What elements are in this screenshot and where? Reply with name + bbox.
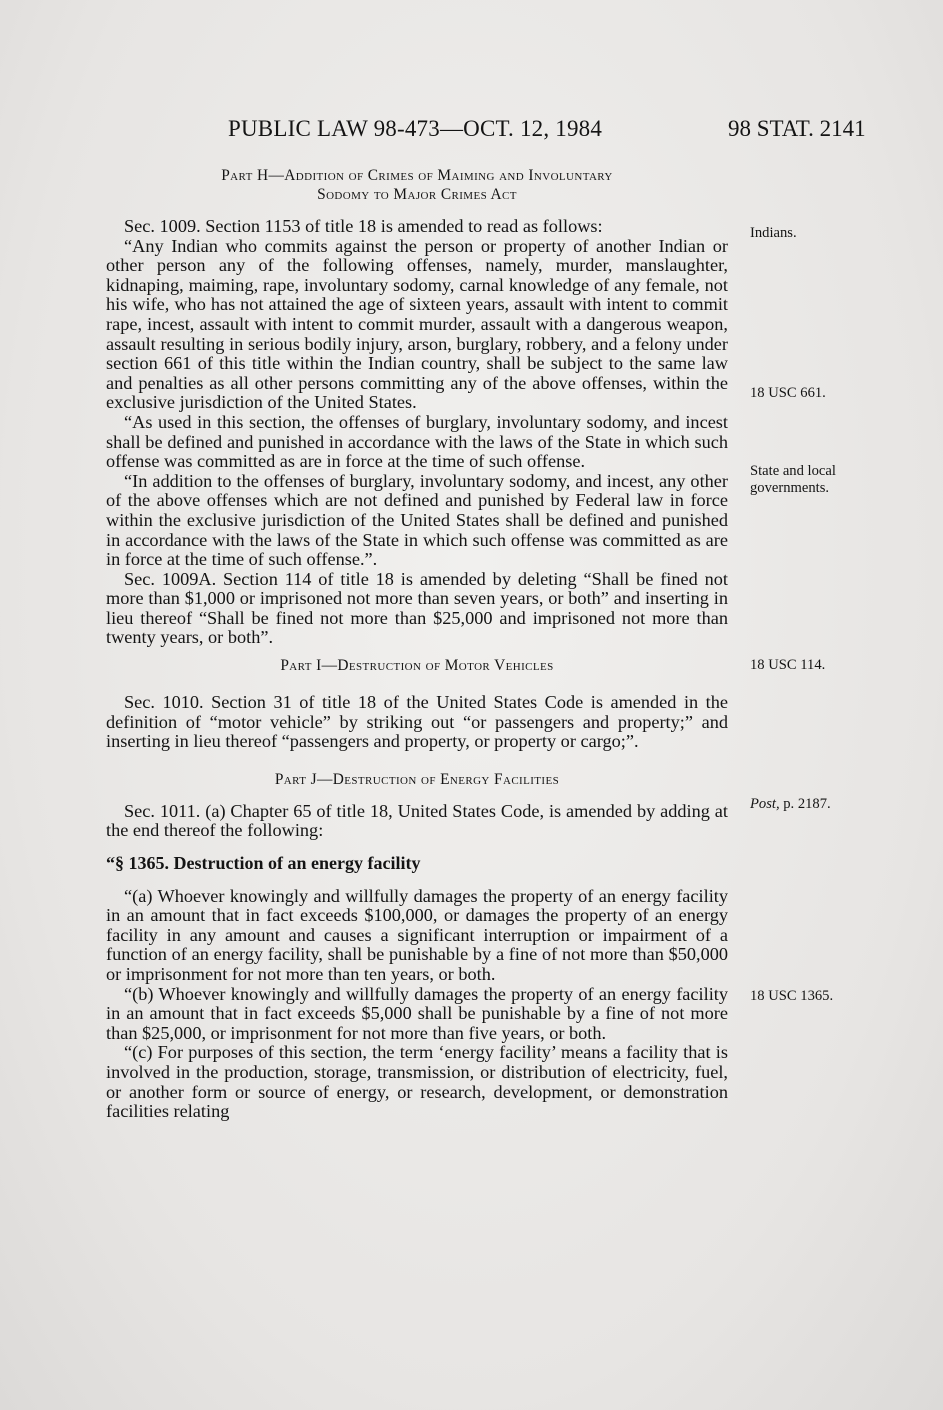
sec-1365-subsection-b: “(b) Whoever knowingly and willfully damages the property of an energy facility in an amount that in fact exceeds $5,000 shall be punishable by a fine of not more than $25,000, or imprisonment for not more than five years, or both. <box>106 983 728 1043</box>
running-header-title: PUBLIC LAW 98-473—OCT. 12, 1984 <box>228 116 603 141</box>
sec-1011-intro: Sec. 1011. (a) Chapter 65 of title 18, United States Code, is amended by adding at the end thereof the following: <box>106 800 728 841</box>
margin-note-post-word: Post, <box>750 796 780 812</box>
margin-note-post-page-number: p. 2187. <box>779 796 831 812</box>
section-1365-heading: “§ 1365. Destruction of an energy facility <box>106 853 421 874</box>
sec-1009-paragraph-2: “As used in this section, the offenses of burglary, involuntary sodomy, and incest shall be defined and punished in accordance with the laws of the State in which such offense was committed as are in force at the time of such offense. <box>106 411 728 472</box>
running-header-stat-page: 98 STAT. 2141 <box>728 116 866 141</box>
part-i-heading-line1: Part I—Destruction of Motor Vehicles <box>280 657 554 675</box>
part-j-heading-line1: Part J—Destruction of Energy Facilities <box>274 770 560 788</box>
sec-1010-paragraph: Sec. 1010. Section 31 of title 18 of the United States Code is amended in the definition of “motor vehicle” by striking out “or passengers and property;” and inserting in lieu thereof “passengers and property, or property or cargo;”. <box>106 692 728 752</box>
part-h-heading <box>106 166 728 204</box>
part-h-heading-line1: Part H—Addition of Crimes of Maiming and Involuntary <box>221 167 613 184</box>
margin-note-indians: Indians. <box>750 225 797 241</box>
sec-1009a-paragraph: Sec. 1009A. Section 114 of title 18 is amended by deleting “Shall be fined not more than $1,000 or imprisoned not more than seven years, or both” and inserting in lieu thereof “Shall be fined not more than $25,000 and imprisoned not more than twenty years, or both”. <box>106 568 728 648</box>
margin-note-18-usc-661: 18 USC 661. <box>750 385 826 401</box>
margin-note-post-page <box>750 796 870 813</box>
part-i-heading <box>106 656 728 675</box>
margin-note-state-local <box>750 463 870 497</box>
sec-1009-intro: Sec. 1009. Section 1153 of title 18 is amended to read as follows: <box>124 216 603 236</box>
sec-1365-subsection-a: “(a) Whoever knowingly and willfully damages the property of an energy facility in an amount that in fact exceeds $100,000, or damages the property of an energy facility in any amount and causes a significant interruption or impairment of a function of an energy facility, shall be punishable by a fine of not more than $50,000 or imprisonment for not more than ten years, or both. <box>106 885 728 984</box>
margin-note-state-local-line2: governments. <box>750 480 830 496</box>
part-j-heading <box>106 770 728 789</box>
main-text-column <box>106 166 728 1122</box>
sec-1009-paragraph-1: “Any Indian who commits against the person or property of another Indian or other person any of the following offenses, namely, murder, manslaughter, kidnaping, maiming, rape, involuntary sodomy, carnal knowledge of any female, not his wife, who has not attained the age of sixteen years, assault with intent to commit rape, incest, assault with intent to commit murder, assault with a dangerous weapon, assault resulting in serious bodily injury, arson, burglary, robbery, and a felony under section 661 of this title within the Indian country, shall be subject to the same law and penalties as all other persons committing any of the above offenses, within the exclusive jurisdiction of the United States. <box>106 235 728 413</box>
sec-1009-paragraph-3: “In addition to the offenses of burglary, involuntary sodomy, and incest, any other of the above offenses which are not defined and punished by Federal law in force within the exclusive jurisdiction of the United States shall be defined and punished in accordance with the laws of the State in which such offense was committed as are in force at the time of such offense.”. <box>106 470 728 570</box>
sec-1365-subsection-c: “(c) For purposes of this section, the term ‘energy facility’ means a facility that is involved in the production, storage, transmission, or distribution of electricity, fuel, or another form or source of energy, or research, development, or demonstration facilities relating <box>106 1042 728 1122</box>
margin-note-state-local-line1: State and local <box>750 463 836 479</box>
margin-note-18-usc-114: 18 USC 114. <box>750 657 826 673</box>
part-h-heading-line2: Sodomy to Major Crimes Act <box>317 186 517 203</box>
margin-note-18-usc-1365: 18 USC 1365. <box>750 988 834 1004</box>
